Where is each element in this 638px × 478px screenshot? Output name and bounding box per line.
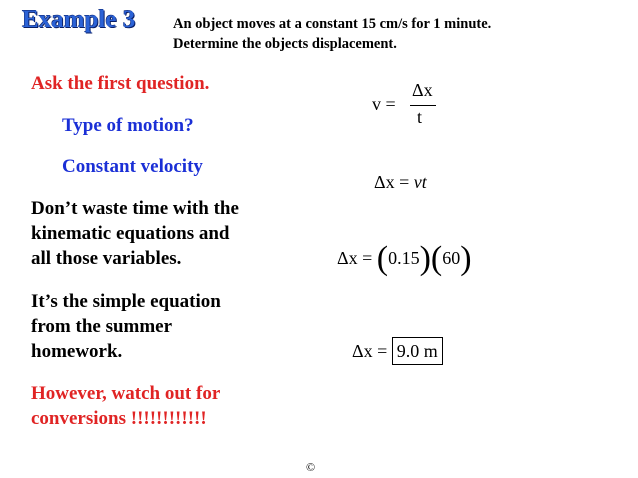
equals-sign: =	[399, 172, 410, 192]
simple-equation-line-3: homework.	[31, 341, 123, 362]
dont-waste-line-3: all those variables.	[31, 248, 182, 269]
ask-question-text: Ask the first question.	[31, 73, 210, 94]
velocity-value: 0.15	[388, 248, 420, 268]
substitution-equation	[337, 242, 472, 276]
velocity-equation-numerator: Δx	[412, 80, 433, 100]
problem-line-2: Determine the objects displacement.	[173, 36, 397, 52]
velocity-equation-denominator: t	[417, 107, 423, 127]
copyright-symbol: ©	[306, 460, 316, 474]
constant-velocity-text: Constant velocity	[62, 156, 203, 177]
displacement-equation	[374, 172, 427, 193]
answer-equation-lhs: Δx	[352, 341, 373, 361]
dont-waste-line-2: kinematic equations and	[31, 223, 230, 244]
problem-line-1: An object moves at a constant 15 cm/s for 1 minute.	[173, 16, 492, 32]
problem-statement	[173, 14, 633, 54]
close-paren: )	[419, 240, 431, 277]
slide-title: Example 3	[22, 6, 136, 33]
conversion-warning-line-1: However, watch out for	[31, 383, 221, 404]
substitution-equation-lhs: Δx	[337, 248, 358, 268]
conversion-warning-line-2: conversions !!!!!!!!!!!!	[31, 408, 207, 429]
displacement-equation-lhs: Δx	[374, 172, 395, 192]
simple-equation-line-1: It’s the simple equation	[31, 291, 221, 312]
dont-waste-text	[31, 196, 239, 271]
velocity-equation-lhs: v =	[372, 94, 396, 114]
displacement-equation-rhs: vt	[413, 172, 427, 192]
simple-equation-text	[31, 289, 221, 364]
equals-sign: =	[377, 341, 388, 361]
conversion-warning-text	[31, 381, 220, 431]
type-of-motion-text: Type of motion?	[62, 115, 194, 136]
time-value: 60	[442, 248, 461, 268]
open-paren: (	[430, 240, 443, 277]
fraction-bar	[410, 105, 436, 106]
answer-box: 9.0 m	[392, 337, 443, 365]
equals-sign: =	[362, 248, 373, 268]
answer-equation	[352, 337, 443, 365]
dont-waste-line-1: Don’t waste time with the	[31, 198, 239, 219]
simple-equation-line-2: from the summer	[31, 316, 173, 337]
open-paren: (	[376, 240, 389, 277]
velocity-equation	[372, 80, 442, 130]
close-paren: )	[460, 240, 472, 277]
